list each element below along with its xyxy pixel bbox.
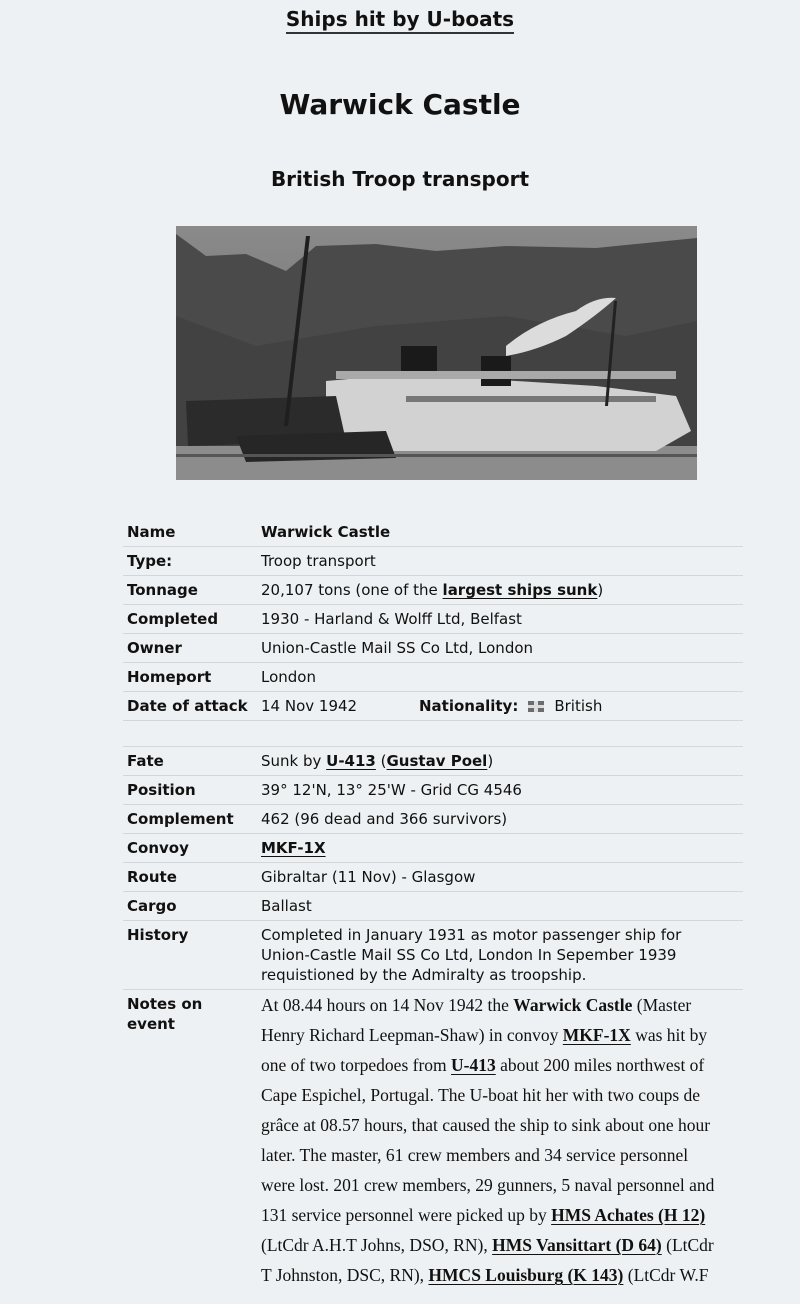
label-notes: Notes on event xyxy=(127,995,203,1033)
largest-ships-sunk-link[interactable]: largest ships sunk xyxy=(442,581,598,599)
label-complement: Complement xyxy=(127,810,234,828)
row-complement xyxy=(123,805,743,834)
label-history: History xyxy=(127,926,189,944)
row-fate xyxy=(123,747,743,776)
label-position: Position xyxy=(127,781,196,799)
row-name xyxy=(123,518,743,547)
gustav-poel-link[interactable]: Gustav Poel xyxy=(386,752,488,770)
section-title xyxy=(0,7,800,31)
label-completed: Completed xyxy=(127,610,219,628)
row-position xyxy=(123,776,743,805)
label-cargo: Cargo xyxy=(127,897,177,915)
row-convoy xyxy=(123,834,743,863)
nationality-value: British xyxy=(554,697,603,715)
value-type: Troop transport xyxy=(261,552,376,570)
row-date-of-attack xyxy=(123,692,743,721)
hmcs-louisburg-link[interactable]: HMCS Louisburg (K 143) xyxy=(428,1265,624,1285)
value-homeport: London xyxy=(261,668,316,686)
label-tonnage: Tonnage xyxy=(127,581,198,599)
ship-photo xyxy=(176,226,697,480)
hms-vansittart-link[interactable]: HMS Vansittart (D 64) xyxy=(492,1235,662,1255)
value-name: Warwick Castle xyxy=(261,523,391,541)
row-tonnage xyxy=(123,576,743,605)
label-type: Type: xyxy=(127,552,173,570)
notes-u413-link[interactable]: U-413 xyxy=(451,1055,496,1075)
row-history xyxy=(123,921,743,990)
label-name: Name xyxy=(127,523,176,541)
value-completed: 1930 - Harland & Wolff Ltd, Belfast xyxy=(261,610,522,628)
row-completed xyxy=(123,605,743,634)
value-cargo: Ballast xyxy=(261,897,312,915)
row-notes xyxy=(123,990,743,1294)
ship-name-title: Warwick Castle xyxy=(279,88,521,121)
row-route xyxy=(123,863,743,892)
uk-flag-icon xyxy=(528,701,544,712)
value-complement: 462 (96 dead and 366 survivors) xyxy=(261,810,508,828)
ship-details-table xyxy=(123,518,743,721)
value-date-of-attack: 14 Nov 1942 Nationality: British xyxy=(261,697,603,715)
hms-achates-link[interactable]: HMS Achates (H 12) xyxy=(551,1205,706,1225)
value-fate: Sunk by U-413 (Gustav Poel) xyxy=(261,752,494,770)
label-owner: Owner xyxy=(127,639,182,657)
value-tonnage: 20,107 tons (one of the largest ships sunk) xyxy=(261,581,604,599)
value-route: Gibraltar (11 Nov) - Glasgow xyxy=(261,868,476,886)
value-position: 39° 12'N, 13° 25'W - Grid CG 4546 xyxy=(261,781,522,799)
value-convoy xyxy=(257,834,743,862)
notes-convoy-link[interactable]: MKF-1X xyxy=(562,1025,631,1045)
label-convoy: Convoy xyxy=(127,839,189,857)
u413-link[interactable]: U-413 xyxy=(326,752,376,770)
section-title-text: Ships hit by U-boats xyxy=(286,7,514,34)
row-cargo xyxy=(123,892,743,921)
fate-details-table xyxy=(123,746,743,1294)
label-date-of-attack: Date of attack xyxy=(127,697,248,715)
value-history: Completed in January 1931 as motor passenger ship for Union-Castle Mail SS Co Ltd, London In Sepember 1939 requistioned by the Admiralty as troopship. xyxy=(261,926,682,984)
label-fate: Fate xyxy=(127,752,164,770)
row-owner xyxy=(123,634,743,663)
label-homeport: Homeport xyxy=(127,668,212,686)
convoy-mkf-1x-link[interactable]: MKF-1X xyxy=(261,839,326,857)
ship-subtitle: British Troop transport xyxy=(270,167,530,191)
row-homeport xyxy=(123,663,743,692)
value-notes: At 08.44 hours on 14 Nov 1942 the Warwick Castle (Master Henry Richard Leepman-Shaw) in convoy MKF-1X was hit by one of two torpedoes from U-413 about 200 miles northwest of Cape Espichel, Portugal. The U-boat hit her with two coups de grâce at 08.57 hours, that caused the ship to sink about one hour later. The master, 61 crew members and 34 service personnel were lost. 201 crew members, 29 gunners, 5 naval personnel and 131 service personnel were picked up by HMS Achates (H 12) (LtCdr A.H.T Johns, DSO, RN), HMS Vansittart (D 64) (LtCdr T Johnston, DSC, RN), HMCS Louisburg (K 143) (LtCdr W.F xyxy=(261,995,715,1285)
row-type xyxy=(123,547,743,576)
value-owner: Union-Castle Mail SS Co Ltd, London xyxy=(261,639,534,657)
label-route: Route xyxy=(127,868,177,886)
nationality-label: Nationality: xyxy=(419,697,519,715)
